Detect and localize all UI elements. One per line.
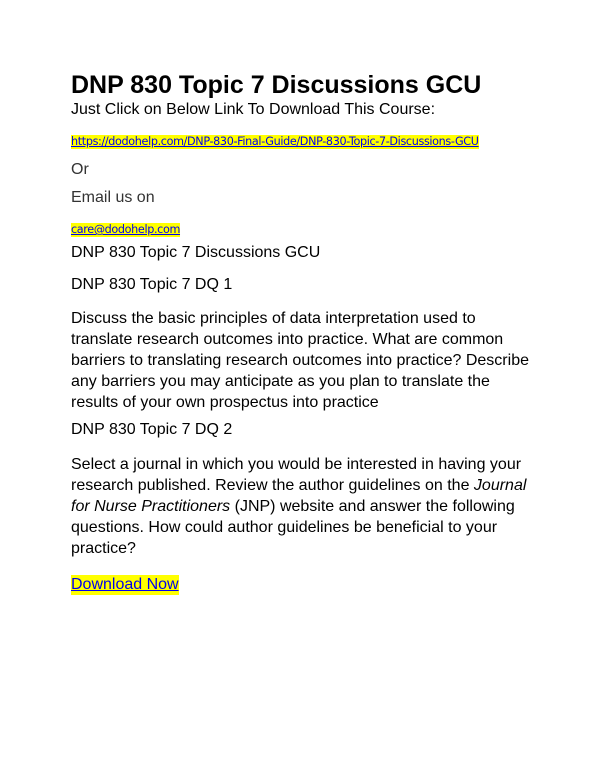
email-label: Email us on bbox=[71, 189, 155, 206]
dq2-line bbox=[71, 475, 551, 496]
dq2-heading: DNP 830 Topic 7 DQ 2 bbox=[71, 421, 233, 438]
dq1-line: results of your own prospectus into practice bbox=[71, 394, 379, 411]
dq2-line: questions. How could author guidelines be beneficial to your bbox=[71, 519, 498, 536]
dq1-heading: DNP 830 Topic 7 DQ 1 bbox=[71, 276, 233, 293]
dq2-line: Select a journal in which you would be interested in having your bbox=[71, 456, 522, 473]
dq1-paragraph bbox=[71, 308, 551, 413]
document-title: DNP 830 Topic 7 Discussions GCU bbox=[71, 71, 482, 99]
or-text: Or bbox=[71, 161, 89, 178]
dq2-line: practice? bbox=[71, 540, 136, 557]
email-line bbox=[71, 220, 180, 238]
dq1-line: translate research outcomes into practice. What are common bbox=[71, 331, 504, 348]
dq2-text: (JNP) website and answer the following bbox=[230, 498, 515, 515]
download-intro: Just Click on Below Link To Download This Course: bbox=[71, 101, 436, 118]
journal-name-italic: Journal bbox=[473, 477, 527, 494]
dq1-line: any barriers you may anticipate as you plan to translate the bbox=[71, 373, 490, 390]
download-now-link[interactable]: Download Now bbox=[71, 576, 179, 593]
course-link-line bbox=[71, 132, 479, 150]
section-heading: DNP 830 Topic 7 Discussions GCU bbox=[71, 244, 321, 261]
email-link[interactable]: care@dodohelp.com bbox=[71, 223, 181, 236]
course-link[interactable]: https://dodohelp.com/DNP-830-Final-Guide/DNP-830-Topic-7-Discussions-GCU bbox=[71, 135, 479, 148]
dq1-line: barriers to translating research outcomes into practice? Describe bbox=[71, 352, 529, 369]
dq2-line bbox=[71, 496, 551, 517]
dq2-text: research published. Review the author guidelines on the bbox=[71, 477, 474, 494]
journal-name-italic: for Nurse Practitioners bbox=[71, 498, 231, 515]
download-line bbox=[71, 575, 179, 595]
dq1-line: Discuss the basic principles of data interpretation used to bbox=[71, 310, 476, 327]
dq2-paragraph bbox=[71, 454, 551, 559]
